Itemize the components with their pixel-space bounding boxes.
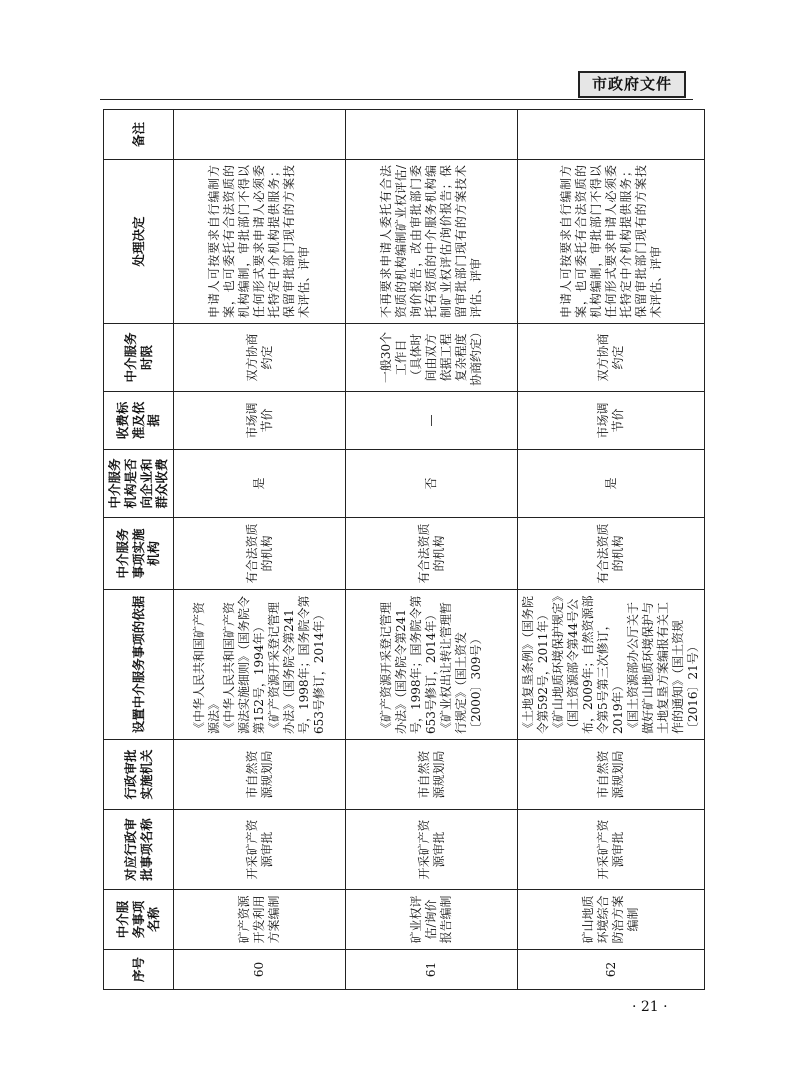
header-cell-implementer: 中介服务事项实施机构 [104, 518, 174, 590]
approval-item: 开采矿产资源审批 [518, 810, 705, 890]
implementer: 有合法资质的机构 [518, 518, 705, 590]
approval-agency: 市自然资源规划局 [174, 740, 346, 810]
time-limit: 双方协商约定 [518, 324, 705, 392]
header-cell-remarks: 备注 [104, 110, 174, 160]
charges: 是 [518, 450, 705, 518]
legal-basis: 《矿产资源开采登记管理办法》（国务院令第241号，1998年；国务院令第653号修订，2014年） 《矿业权出让转让管理暂行规定》（国土资发〔2000〕309号） [346, 590, 518, 740]
rotated-table-container [103, 110, 700, 990]
header-cell-time-limit: 中介服务时限 [104, 324, 174, 392]
document-category-tag: 市政府文件 [578, 71, 686, 98]
table-rotation-frame [103, 110, 700, 990]
header-cell-approval-agency: 行政审批实施机关 [104, 740, 174, 810]
time-limit: 一般30个工作日（具体时间由双方依据工程复杂程度协商约定） [346, 324, 518, 392]
time-limit: 双方协商约定 [174, 324, 346, 392]
charges: 否 [346, 450, 518, 518]
implementer: 有合法资质的机构 [346, 518, 518, 590]
remarks [518, 110, 705, 160]
legal-basis: 《土地复垦条例》（国务院令第592号，2011年） 《矿山地质环境保护规定》（国土资源部令第44号公布，2009年；自然资源部令第5号第三次修订，2019年） 《国土资源部办公厅关于做好矿山地质环境保护与土地复垦方案编报有关工作的通知》（国土资规〔2016〕21号） [518, 590, 705, 740]
decision: 申请人可按要求自行编制方案，也可委托有合法资质的机构编制，审批部门不得以任何形式要求申请人必须委托特定中介机构提供服务；保留审批部门现有的方案技术评估、评审 [518, 160, 705, 324]
service-name: 矿山地质环境综合防治方案编制 [518, 890, 705, 950]
fee-standard: 市场调节价 [174, 392, 346, 450]
service-name: 矿业权评估/询价报告编制 [346, 890, 518, 950]
header-rule [100, 99, 693, 100]
table-header-row [104, 110, 174, 990]
intermediary-services-table [103, 109, 705, 990]
header-cell-legal-basis: 设置中介服务事项的依据 [104, 590, 174, 740]
header-cell-approval-item: 对应行政审批事项名称 [104, 810, 174, 890]
row-number: 60 [174, 950, 346, 990]
fee-standard: 市场调节价 [518, 392, 705, 450]
header-cell-number: 序号 [104, 950, 174, 990]
approval-agency: 市自然资源规划局 [346, 740, 518, 810]
table-row [174, 110, 346, 990]
table-row [346, 110, 518, 990]
implementer: 有合法资质的机构 [174, 518, 346, 590]
fee-standard: — [346, 392, 518, 450]
remarks [174, 110, 346, 160]
page-number: · 21 · [632, 999, 668, 1015]
service-name: 矿产资源开发利用方案编制 [174, 890, 346, 950]
charges: 是 [174, 450, 346, 518]
header-cell-service-name: 中介服务事项名称 [104, 890, 174, 950]
row-number: 62 [518, 950, 705, 990]
approval-item: 开采矿产资源审批 [174, 810, 346, 890]
approval-agency: 市自然资源规划局 [518, 740, 705, 810]
row-number: 61 [346, 950, 518, 990]
decision: 不再要求申请人委托有合法资质的机构编制矿业权评估/询价报告，改由审批部门委托有资质的中介服务机构编制矿业权评估/询价报告；保留审批部门现有的方案技术评估、评审 [346, 160, 518, 324]
decision: 申请人可按要求自行编制方案，也可委托有合法资质的机构编制，审批部门不得以任何形式要求申请人必须委托特定中介机构提供服务；保留审批部门现有的方案技术评估、评审 [174, 160, 346, 324]
header-cell-fee-standard: 收费标准及依据 [104, 392, 174, 450]
legal-basis: 《中华人民共和国矿产资源法》 《中华人民共和国矿产资源法实施细则》（国务院令第152号，1994年） 《矿产资源开采登记管理办法》（国务院令第241号，1998年；国务院令第653号修订，2014年） [174, 590, 346, 740]
remarks [346, 110, 518, 160]
table-row [518, 110, 705, 990]
approval-item: 开采矿产资源审批 [346, 810, 518, 890]
header-cell-charges: 中介服务机构是否向企业和群众收费 [104, 450, 174, 518]
header-cell-decision: 处理决定 [104, 160, 174, 324]
